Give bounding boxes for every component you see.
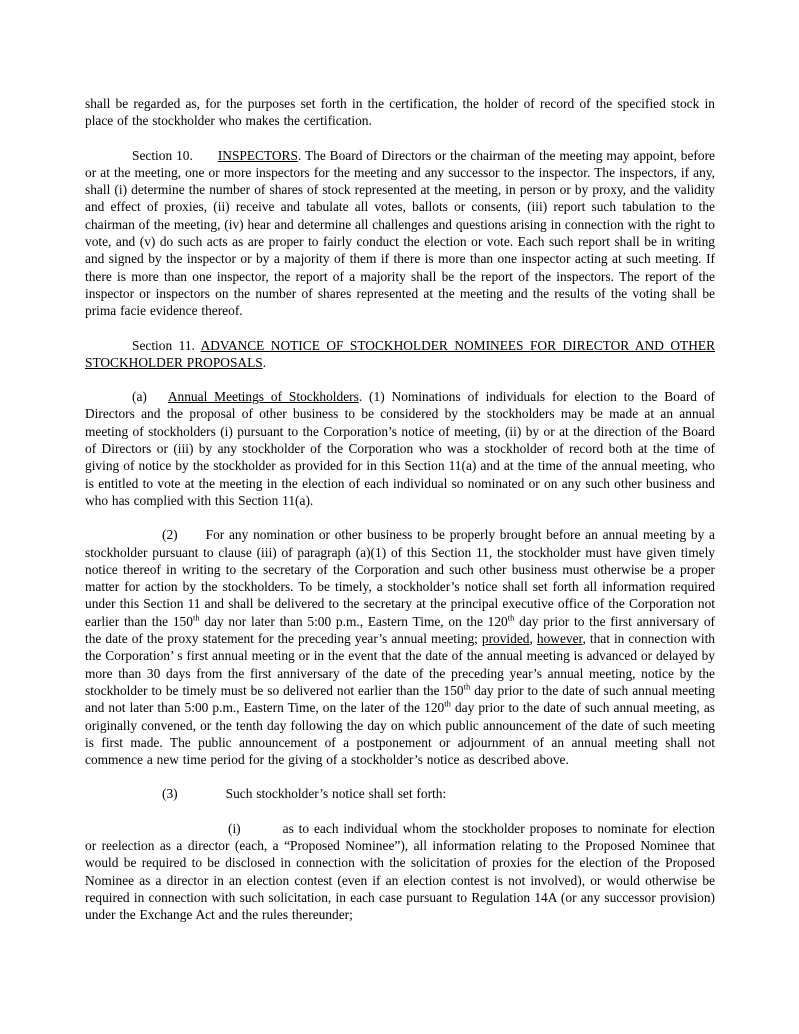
- para-11a2-timely-notice: [85, 526, 715, 768]
- text-run: day prior to the date of such annual meeting, as originally convened, or the tenth day following the day on which public announcement of the date of such meeting is first made. The public announcement of a postponement or adjournment of an annual meeting shall not commence a new time period for the giving of a stockholder’s notice as described above.: [85, 700, 715, 768]
- underlined-text: Annual Meetings of Stockholders: [167, 389, 359, 405]
- underlined-text: ADVANCE NOTICE OF STOCKHOLDER NOMINEES FOR DIRECTOR AND OTHER STOCKHOLDER PROPOSALS: [85, 337, 715, 370]
- text-run: Section 10.: [132, 147, 193, 163]
- underlined-text: INSPECTORS: [217, 147, 298, 163]
- text-run: (3): [162, 786, 178, 802]
- text-run: Such stockholder’s notice shall set forth:: [225, 786, 447, 802]
- text-run: . The Board of Directors or the chairman of the meeting may appoint, before or at the meeting, one or more inspectors for the meeting and any successor to the inspector. The inspectors, if any, shall (i) determine the number of shares of stock represented at the meeting, in person or by proxy, and the validity and effect of proxies, (ii) receive and tabulate all votes, ballots or consents, (iii) report such tabulation to the chairman of the meeting, (iv) hear and determine all challenges and questions arising in connection with the right to vote, and (v) do such acts as are proper to fairly conduct the election or vote. Each such report shall be in writing and signed by the inspector or by a majority of them if there is more than one inspector acting at such meeting. If there is more than one inspector, the report of a majority shall be the report of the inspectors. The report of the inspector or inspectors on the number of shares represented at the meeting and the results of the voting shall be prima facie evidence thereof.: [85, 147, 715, 319]
- text-run: (i): [228, 820, 241, 836]
- text-run: .: [262, 354, 267, 370]
- text-run: (2): [162, 527, 178, 543]
- document-body: [85, 95, 715, 923]
- text-run: (a): [132, 389, 147, 405]
- text-run: . (1) Nominations of individuals for election to the Board of Directors and the proposal of other business to be considered by the stockholders may be made at an annual meeting of stockholders (i) pursuant to the Corporation’s notice of meeting, (ii) by or at the direction of the Board of Directors or (iii) by any stockholder of the Corporation who was a stockholder of record both at the time of giving of notice by the stockholder as provided for in this Section 11(a) and at the time of the annual meeting, who is entitled to vote at the meeting in the election of each individual so nominated or on any such other business and who has complied with this Section 11(a).: [85, 389, 716, 508]
- text-run: day nor later than 5:00 p.m., Eastern Time, on the 120: [199, 613, 508, 629]
- superscript-text: th: [192, 612, 200, 623]
- text-run: ,: [529, 631, 537, 647]
- text-run: as to each individual whom the stockholder proposes to nominate for election or reelection as a director (each, a “Proposed Nominee”), all information relating to the Proposed Nominee that would be required to be disclosed in connection with the solicitation of proxies for the election of the Proposed Nominee as a director in an election contest (even if an election contest is not involved), or would otherwise be required in connection with such solicitation, in each case pursuant to Regulation 14A (or any successor provision) under the Exchange Act and the rules thereunder;: [85, 820, 715, 923]
- superscript-text: th: [463, 681, 471, 692]
- superscript-text: th: [507, 612, 515, 623]
- para-continuation: [85, 95, 715, 130]
- para-11a3-notice-set-forth: [85, 785, 715, 802]
- para-11a3i-proposed-nominee: [85, 820, 715, 924]
- text-run: Section 11.: [132, 337, 201, 353]
- underlined-text: provided: [481, 631, 530, 647]
- underlined-text: however: [536, 631, 583, 647]
- para-section-10-inspectors: [85, 147, 715, 320]
- text-run: day prior to the first anniversary of the date of the proxy statement for the preceding year’s annual meeting;: [85, 613, 715, 647]
- superscript-text: th: [444, 698, 451, 709]
- text-run: shall be regarded as, for the purposes set forth in the certification, the holder of record of the specified stock in place of the stockholder who makes the certification.: [85, 96, 715, 129]
- text-run: , that in connection with the Corporation’ s first annual meeting or in the event that the date of the annual meeting is advanced or delayed by more than 30 days from the first anniversary of the date of the preceding year’s annual meeting, notice by the stockholder to be timely must be so delivered not earlier than the 150: [85, 631, 715, 698]
- para-section-11-heading: [85, 337, 715, 372]
- para-11a-annual-meetings: [85, 388, 715, 509]
- text-run: day prior to the date of such annual meeting and not later than 5:00 p.m., Eastern Time, on the later of the 120: [85, 682, 715, 716]
- text-run: For any nomination or other business to be properly brought before an annual meeting by a stockholder pursuant to clause (iii) of paragraph (a)(1) of this Section 11, the stockholder must have given timely notice thereof in writing to the secretary of the Corporation and such other business must otherwise be a proper matter for action by the stockholders. To be timely, a stockholder’s notice shall set forth all information required under this Section 11 and shall be delivered to the secretary at the principal executive office of the Corporation not earlier than the 150: [85, 527, 715, 629]
